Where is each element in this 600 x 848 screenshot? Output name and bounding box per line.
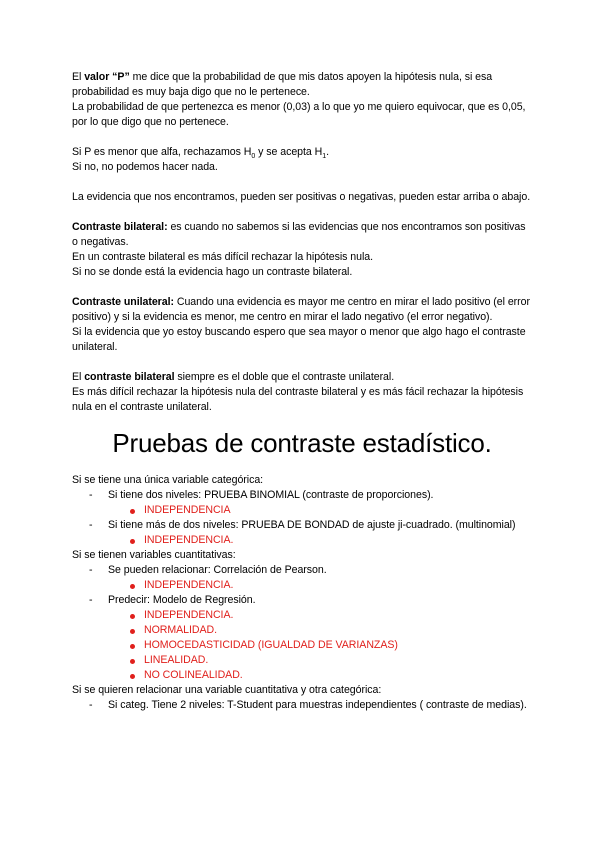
dash-marker: -: [89, 564, 93, 576]
list-item-text: Si categ. Tiene 2 niveles: T-Student para muestras independientes ( contraste de medias).: [108, 699, 527, 711]
requirement-text: LINEALIDAD.: [144, 654, 209, 666]
list-item: [72, 563, 532, 578]
probability-paragraph: La probabilidad de que pertenezca es menor (0,03) a lo que yo me quiero equivocar, que es 0,05, por lo que digo que no pertenece.: [72, 101, 526, 128]
list-item-text: Predecir: Modelo de Regresión.: [108, 594, 256, 606]
categorical-intro: Si se tiene una única variable categórica:: [72, 474, 264, 486]
bullet-dot-icon: [130, 509, 135, 514]
list-item-text: Si tiene dos niveles: PRUEBA BINOMIAL (contraste de proporciones).: [108, 489, 434, 501]
dash-marker: -: [89, 594, 93, 606]
bullet-dot-icon: [130, 644, 135, 649]
requirement-bullet: [72, 638, 532, 653]
quantitative-intro: Si se tienen variables cuantitativas:: [72, 549, 236, 561]
list-item: [72, 593, 532, 608]
document-page: [72, 70, 532, 713]
p-value-term: valor “P”: [84, 71, 130, 83]
requirement-text: NO COLINEALIDAD.: [144, 669, 243, 681]
requirement-text: INDEPENDENCIA.: [144, 579, 234, 591]
bullet-dot-icon: [130, 659, 135, 664]
bullet-dot-icon: [130, 539, 135, 544]
alpha-rule-else: Si no, no podemos hacer nada.: [72, 161, 218, 173]
categorical-list: [72, 488, 532, 548]
mixed-intro: Si se quieren relacionar una variable cuantitativa y otra categórica:: [72, 684, 382, 696]
requirement-text: INDEPENDENCIA: [144, 504, 231, 516]
requirement-bullet: [72, 578, 532, 593]
requirement-text: NORMALIDAD.: [144, 624, 218, 636]
comparison-line-2: Es más difícil rechazar la hipótesis nula del contraste bilateral y es más fácil rechazar la hipótesis nula en el contraste unilateral.: [72, 386, 524, 413]
bullet-dot-icon: [130, 674, 135, 679]
requirement-bullet: [72, 608, 532, 623]
comparison-paragraph: El contraste bilateral siempre es el doble que el contraste unilateral.: [72, 371, 395, 383]
bilateral-line-3: Si no se donde está la evidencia hago un contraste bilateral.: [72, 266, 353, 278]
unilateral-line-2: Si la evidencia que yo estoy buscando espero que sea mayor o menor que algo hago el contraste unilateral.: [72, 326, 526, 353]
unilateral-term: Contraste unilateral:: [72, 296, 174, 308]
comparison-term: contraste bilateral: [84, 371, 175, 383]
requirement-text: INDEPENDENCIA.: [144, 609, 234, 621]
requirement-bullet: [72, 533, 532, 548]
list-item-text: Si tiene más de dos niveles: PRUEBA DE BONDAD de ajuste ji-cuadrado. (multinomial): [108, 519, 516, 531]
requirement-bullet: [72, 653, 532, 668]
bullet-dot-icon: [130, 614, 135, 619]
bilateral-line-2: En un contraste bilateral es más difícil rechazar la hipótesis nula.: [72, 251, 374, 263]
mixed-list: [72, 698, 532, 713]
list-item: [72, 488, 532, 503]
dash-marker: -: [89, 519, 93, 531]
bullet-dot-icon: [130, 629, 135, 634]
bullet-dot-icon: [130, 584, 135, 589]
alpha-rule: Si P es menor que alfa, rechazamos $H_0$ y se acepta $H_1$.: [72, 146, 329, 161]
bilateral-definition: Contraste bilateral: es cuando no sabemos si las evidencias que nos encontramos son positivas o negativas.: [72, 221, 526, 248]
requirement-bullet: [72, 503, 532, 518]
list-item-text: Se pueden relacionar: Correlación de Pearson.: [108, 564, 327, 576]
requirement-bullet: [72, 623, 532, 638]
p-value-paragraph: El valor “P” me dice que la probabilidad de que mis datos apoyen la hipótesis nula, si esa probabilidad es muy baja digo que no le pertenece.: [72, 71, 493, 98]
list-item: [72, 698, 532, 713]
requirement-bullet: [72, 668, 532, 683]
bilateral-term: Contraste bilateral:: [72, 221, 168, 233]
quantitative-list: [72, 563, 532, 683]
evidence-paragraph: La evidencia que nos encontramos, pueden ser positivas o negativas, pueden estar arriba o abajo.: [72, 191, 531, 203]
dash-marker: -: [89, 489, 93, 501]
list-item: [72, 518, 532, 533]
unilateral-definition: Contraste unilateral: Cuando una evidencia es mayor me centro en mirar el lado positivo (el error positivo) y si la evidencia es menor, me centro en mirar el lado negativo (el error negativo).: [72, 296, 530, 323]
requirement-text: INDEPENDENCIA.: [144, 534, 234, 546]
dash-marker: -: [89, 699, 93, 711]
requirement-text: HOMOCEDASTICIDAD (IGUALDAD DE VARIANZAS): [144, 639, 398, 651]
section-title: Pruebas de contraste estadístico.: [112, 428, 492, 458]
